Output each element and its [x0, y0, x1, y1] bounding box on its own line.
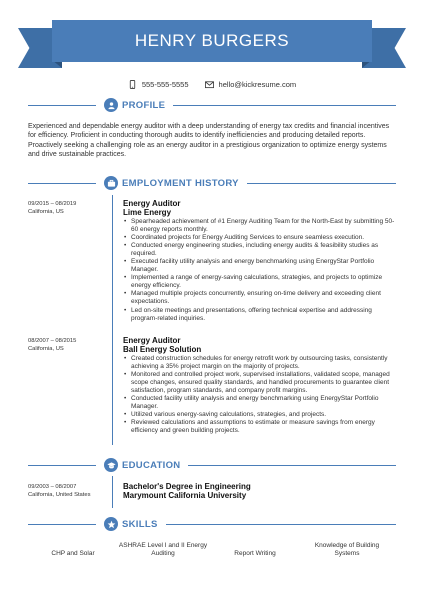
candidate-name: HENRY BURGERS [134, 31, 290, 50]
heading-rule-left [28, 105, 96, 106]
section-title-profile: PROFILE [122, 99, 166, 111]
section-title-education: EDUCATION [122, 459, 181, 471]
education-1-location: California, United States [28, 492, 91, 498]
profile-summary: Experienced and dependable energy auditor with a deep understanding of energy tax credits and financial incentives for efficiency. Proficient in conducting thorough audits to identify inefficiencies and producing detailed reports. Proactively seeking a challenging role as an energy auditor in a prestigious organization to optimize energy systems and drive sustainable practices. [28, 123, 390, 158]
phone-icon [128, 80, 137, 89]
heading-rule-right [188, 465, 396, 466]
job-2-meta [28, 337, 76, 353]
contact-phone [128, 80, 189, 89]
list-item: • Implemented a range of energy-saving calculations, strategies, and projects to optimize energy efficiency. [123, 274, 397, 290]
skill-item: CHP and Solar [51, 550, 95, 557]
heading-rule-right [166, 524, 396, 525]
briefcase-icon [104, 176, 118, 190]
skill-item: ASHRAE Level I and II Energy Auditing [118, 542, 208, 558]
envelope-icon [205, 80, 214, 89]
list-item: • Executed facility utility analysis and energy benchmarking using EnergyStar Portfolio Manager. [123, 258, 397, 274]
list-item: • Coordinated projects for Energy Auditing Services to ensure seamless execution. [123, 234, 397, 242]
star-icon [104, 517, 118, 531]
section-title-employment: EMPLOYMENT HISTORY [122, 177, 239, 189]
list-item: • Conducted facility utility analysis and energy benchmarking using EnergyStar Portfolio Manager. [123, 395, 397, 411]
job-2-title: Energy Auditor [123, 336, 181, 345]
list-item: • Led on-site meetings and presentations, offering technical expertise and addressing program-related inquiries. [123, 307, 397, 323]
list-item: • Monitored and controlled project work, supervised installations, validated scope, managed scope changes, ensured quality standards, and handled procurements to guarantee client satisfaction, program standards, and company profit margins. [123, 371, 397, 395]
education-heading [28, 457, 396, 473]
job-2-location: California, US [28, 346, 64, 352]
education-1-meta [28, 483, 91, 499]
job-2-dates: 08/2007 – 08/2015 [28, 338, 77, 344]
skills-list [0, 542, 424, 570]
section-title-skills: SKILLS [122, 518, 158, 530]
heading-rule-left [28, 183, 96, 184]
person-icon [104, 98, 118, 112]
education-1-dates: 09/2003 – 08/2007 [28, 484, 77, 490]
profile-heading [28, 97, 396, 113]
job-2 [123, 336, 397, 435]
job-2-company: Ball Energy Solution [123, 345, 202, 354]
phone-text[interactable]: 555-555-5555 [141, 80, 189, 89]
ribbon-main [52, 20, 372, 62]
list-item: • Spearheaded achievement of #1 Energy Auditing Team for the North-East by submitting 50-60 energy reports monthly. [123, 218, 397, 234]
education-1-degree: Bachelor's Degree in Engineering [123, 482, 251, 491]
job-1-bullets [123, 218, 397, 323]
employment-timeline-line [112, 195, 113, 445]
heading-rule-right [247, 183, 396, 184]
list-item: • Reviewed calculations and assumptions to estimate or measure savings from energy efficiency and green building projects. [123, 419, 397, 435]
skill-item: Report Writing [234, 550, 276, 557]
employment-heading [28, 175, 396, 191]
job-1-meta [28, 200, 76, 216]
education-timeline-line [112, 476, 113, 508]
contact-email [205, 80, 297, 89]
graduation-icon [104, 458, 118, 472]
heading-rule-left [28, 524, 96, 525]
education-1-school: Marymount California University [123, 491, 247, 500]
job-2-bullets [123, 355, 397, 436]
name-banner [18, 18, 406, 70]
job-1-title: Energy Auditor [123, 199, 181, 208]
list-item: • Utilized various energy-saving calculations, strategies, and projects. [123, 411, 397, 419]
contact-bar [0, 80, 424, 89]
list-item: • Conducted energy engineering studies, including energy audits & feasibility studies as required. [123, 242, 397, 258]
skills-heading [28, 516, 396, 532]
job-1 [123, 199, 397, 323]
heading-rule-left [28, 465, 96, 466]
list-item: • Created construction schedules for energy retrofit work by outsourcing tasks, consistently achieving a 35% project margin on the majority of projects. [123, 355, 397, 371]
skill-item: Knowledge of Building Systems [314, 542, 380, 558]
education-1 [123, 482, 397, 500]
job-1-dates: 09/2015 – 08/2019 [28, 201, 77, 207]
heading-rule-right [173, 105, 396, 106]
job-1-location: California, US [28, 209, 64, 215]
list-item: • Managed multiple projects concurrently, ensuring on-time delivery and exceeding client expectations. [123, 290, 397, 306]
job-1-company: Lime Energy [123, 208, 172, 217]
email-text[interactable]: hello@kickresume.com [218, 80, 297, 89]
